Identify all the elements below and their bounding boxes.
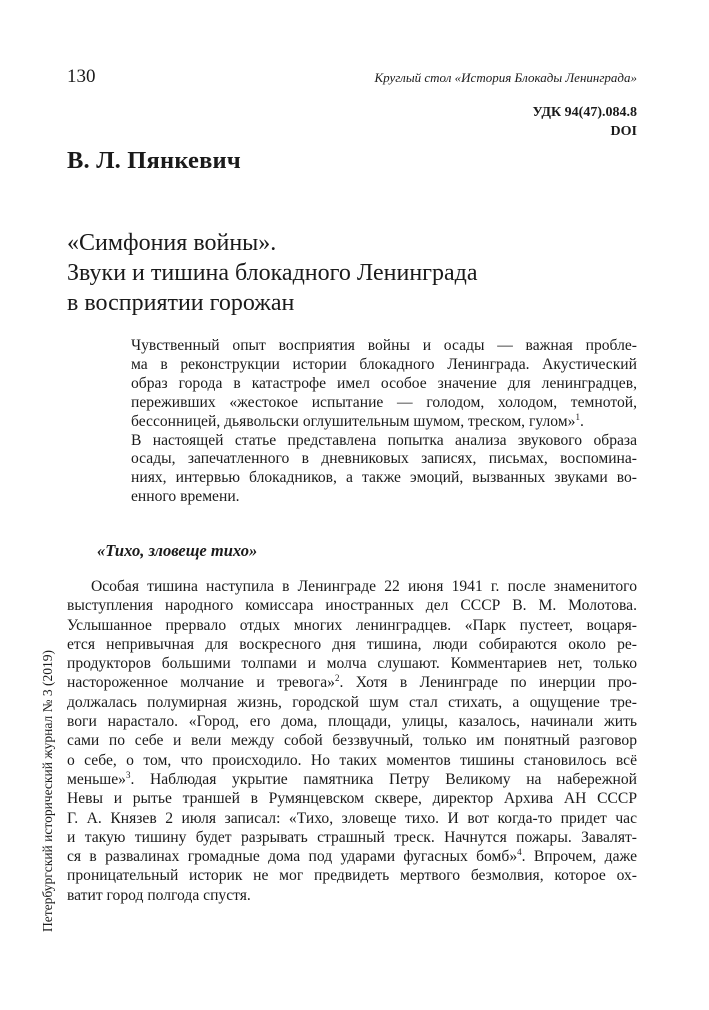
- title-line: в восприятии горожан: [67, 290, 295, 316]
- footnote-ref[interactable]: 2: [334, 673, 340, 684]
- abstract-line: осады, запечатленного в дневниковых записях, письмах, воспомина-: [131, 450, 637, 468]
- journal-sidebar: Петербургский исторический журнал № 3 (2019): [40, 650, 55, 932]
- udk-block: [533, 103, 637, 141]
- abstract-line: Чувственный опыт восприятия войны и осады — важная пробле-: [131, 337, 637, 354]
- body-line: и такую тишину будет разрывать страшный треск. Начнутся пожары. Завалят-: [67, 828, 637, 846]
- body-line-text: . Хотя в Ленинграде по инерции про-: [339, 674, 637, 692]
- body-line: воги нарастало. «Город, его дома, площади, улицы, казалось, начинали жить: [67, 713, 637, 731]
- article-title: [67, 228, 478, 318]
- running-header: Круглый стол «История Блокады Ленинграда»: [374, 70, 637, 85]
- abstract-line: переживших «жестокое испытание — голодом, холодом, темнотой,: [131, 393, 637, 411]
- body-line: должалась полумирная жизнь, городской шум стал стихать, а ощущение тре-: [67, 693, 637, 711]
- body-line: о себе, о том, что происходило. Но таких моментов тишины становилось всё: [67, 751, 637, 769]
- footnote-ref[interactable]: 3: [125, 769, 131, 780]
- body-line: сами по себе и вели между собой беззвучный, только им понятный разговор: [67, 732, 637, 750]
- body-line: [67, 673, 637, 692]
- body-line: ватит город полгода спустя.: [67, 886, 251, 904]
- abstract-line-text: бессонницей, дьявольски оглушительным шумом, треском, гулом»: [131, 412, 576, 430]
- body-line: продукторов большими толпами и молча слушают. Комментариев нет, только: [67, 655, 637, 673]
- section-heading: «Тихо, зловеще тихо»: [97, 541, 258, 560]
- footnote-ref[interactable]: 4: [517, 846, 522, 857]
- abstract-line: В настоящей статье представлена попытка анализа звукового образа: [131, 431, 637, 449]
- abstract-line: [131, 413, 637, 432]
- body-line-text: . Впрочем, даже: [521, 848, 637, 866]
- body-line: Особая тишина наступила в Ленинграде 22 июня 1941 г. после знаменитого: [91, 578, 637, 595]
- abstract: [131, 337, 637, 507]
- body-line-text: настороженное молчание и тревога»: [67, 674, 335, 692]
- body-line: Г. А. Князев 2 июля записал: «Тихо, зловеще тихо. И вот когда-то придет час: [67, 809, 637, 827]
- page-number: 130: [67, 66, 96, 87]
- body-line: [67, 847, 637, 866]
- title-line: «Симфония войны».: [67, 230, 277, 256]
- footnote-ref[interactable]: 1: [575, 411, 580, 422]
- body-line: [67, 770, 637, 789]
- abstract-line: ма в реконструкции истории блокадного Ленинграда. Акустический: [131, 355, 637, 373]
- body-line: проницательный историк не мог предвидеть мертвого безмолвия, которое ох-: [67, 867, 637, 885]
- abstract-line: образ города в катастрофе имел особое значение для ленинградцев,: [131, 374, 637, 392]
- title-line: Звуки и тишина блокадного Ленинграда: [67, 260, 478, 286]
- udk-code: УДК 94(47).084.8: [532, 105, 637, 120]
- body-line-text: ся в развалинах громадные дома под ударами фугасных бомб»: [67, 848, 518, 866]
- abstract-line: енного времени.: [131, 488, 240, 506]
- body-line-text: меньше»: [67, 770, 126, 788]
- abstract-line: ниях, интервью блокадников, а также эмоций, вызванных звуками во-: [131, 469, 637, 487]
- doi-label: DOI: [610, 124, 637, 139]
- body-line: ется непривычная для воскресного дня тишина, люди собираются около ре-: [67, 635, 637, 653]
- author-name: В. Л. Пянкевич: [67, 147, 241, 174]
- body-paragraph: [67, 577, 637, 905]
- body-line: выступления народного комиссара иностранных дел СССР В. М. Молотова.: [67, 597, 637, 615]
- body-line: Невы и рытье траншей в Румянцевском сквере, директор Архива АН СССР: [67, 790, 637, 808]
- body-line: Услышанное прервало отдых многих ленинградцев. «Парк пустеет, воцаря-: [67, 616, 637, 634]
- body-line-text: . Наблюдая укрытие памятника Петру Великому на набережной: [130, 770, 637, 788]
- period: .: [579, 412, 584, 430]
